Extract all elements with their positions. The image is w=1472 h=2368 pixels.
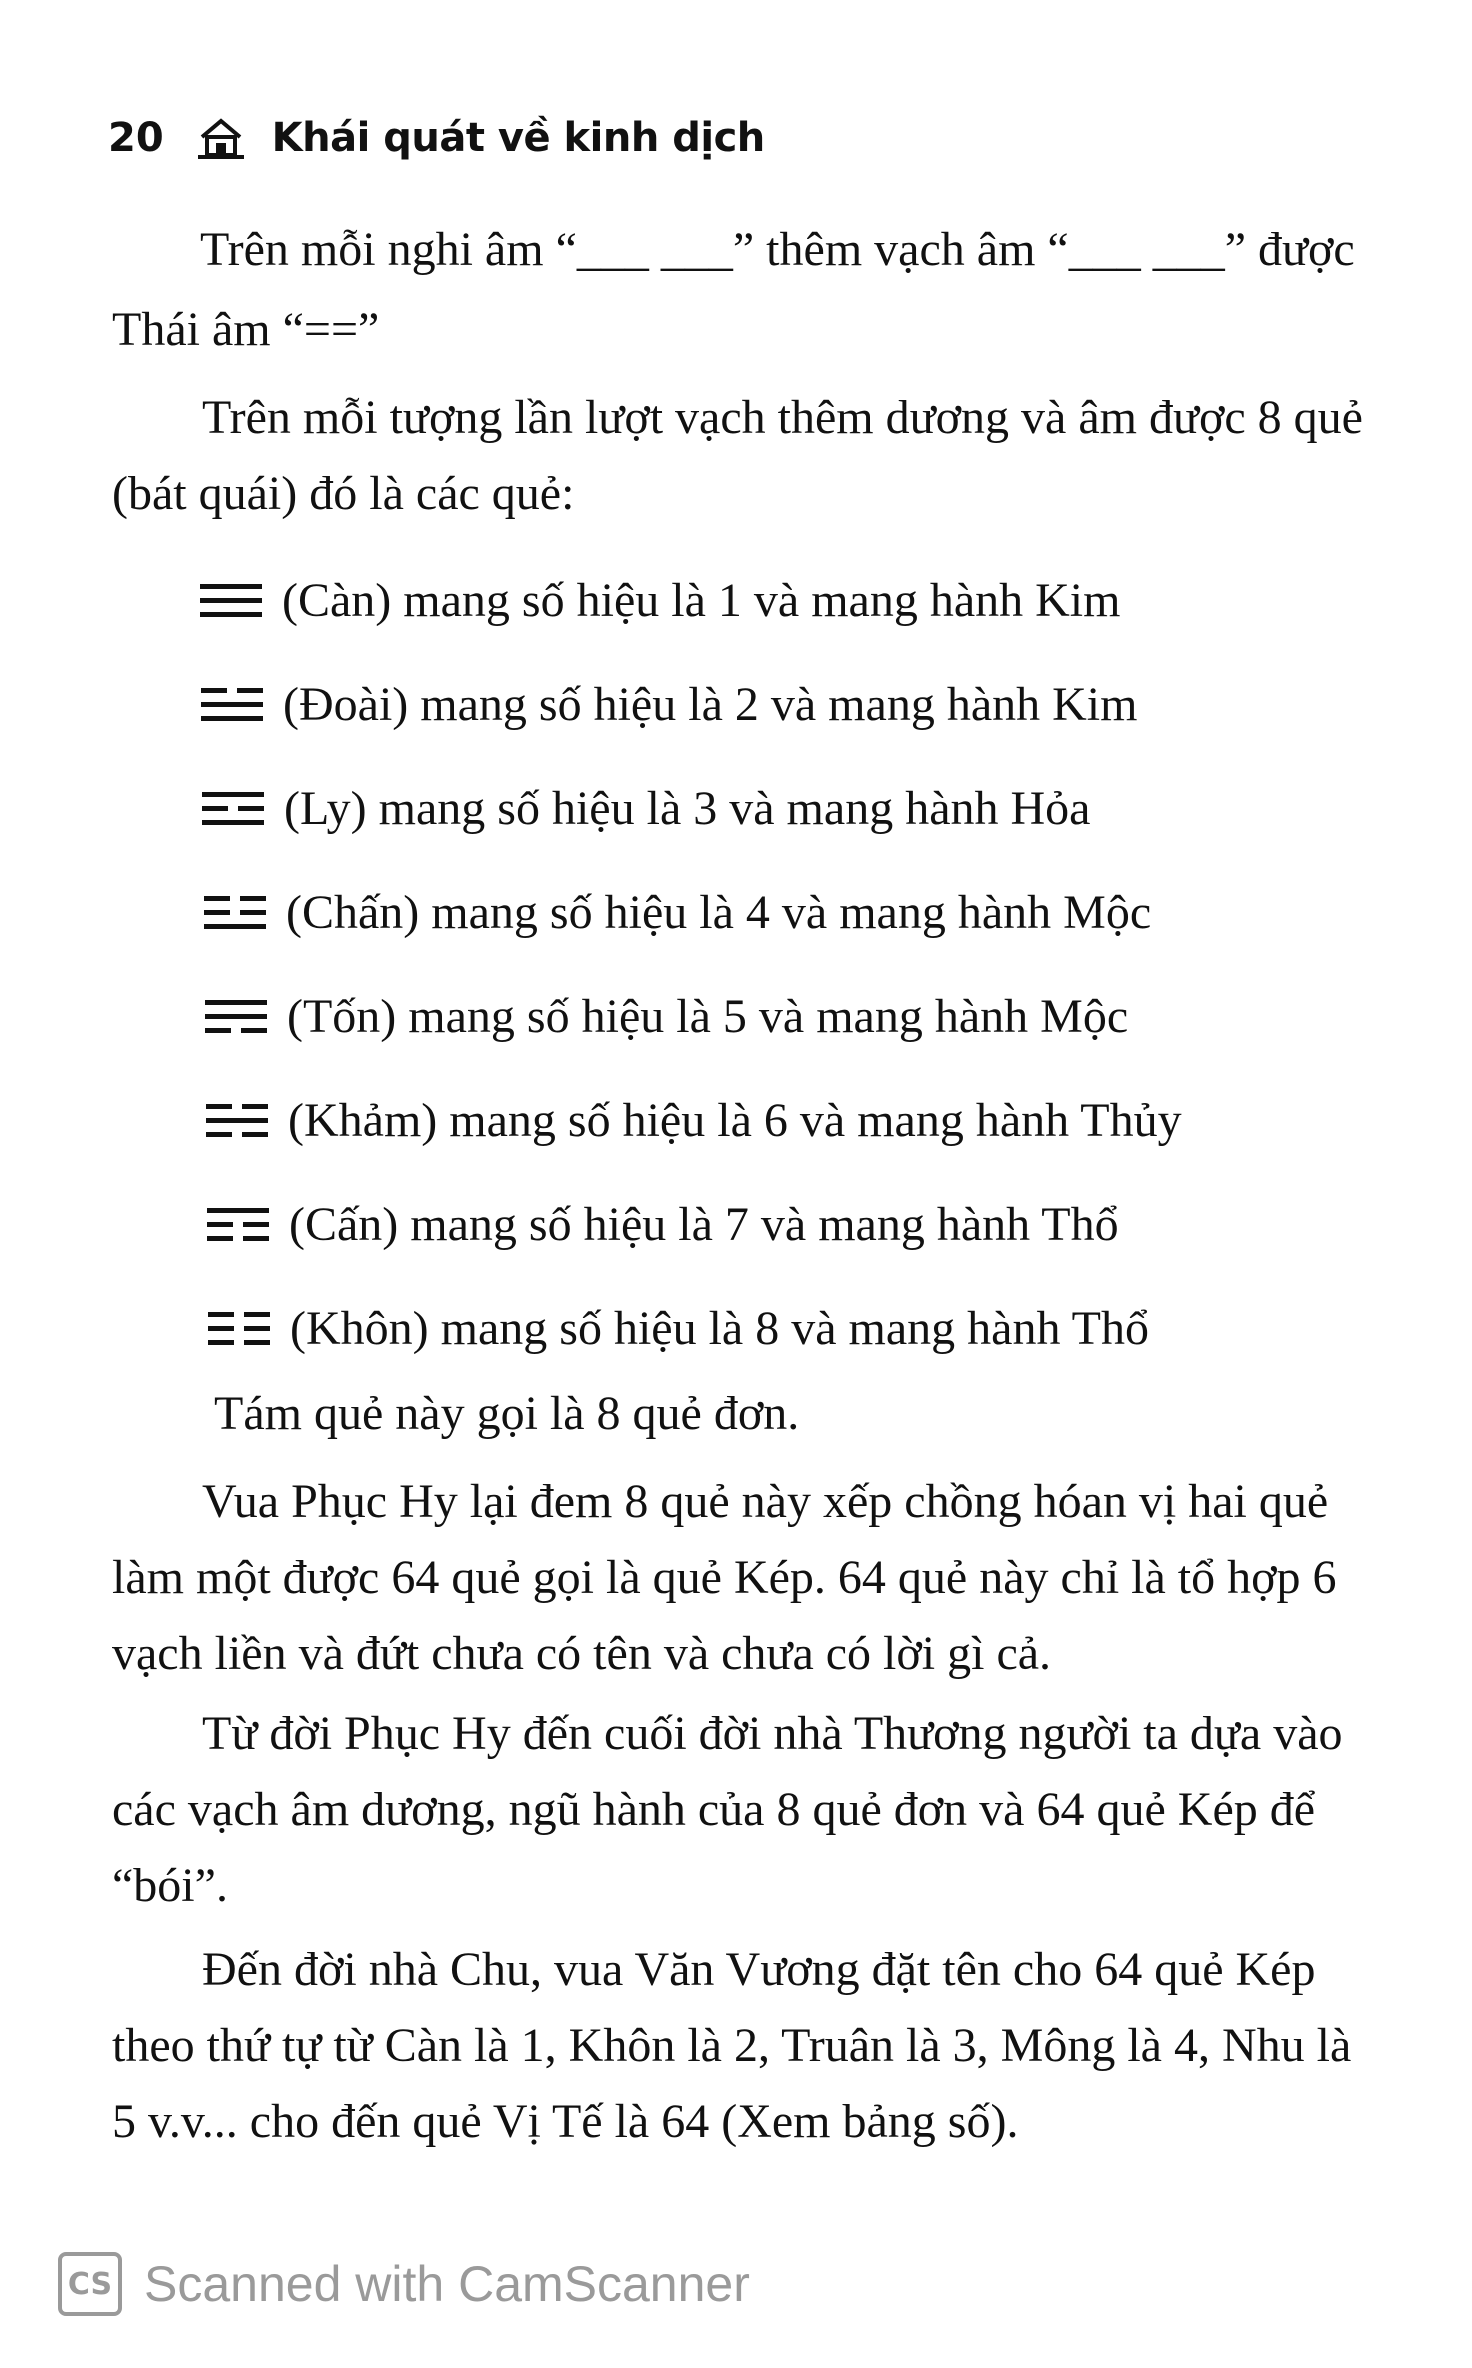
yin-line-segment (243, 1222, 269, 1227)
yin-line-segment (208, 1312, 234, 1317)
yin-line-segment (201, 688, 227, 693)
trigram-symbol-icon (204, 892, 266, 932)
trigram-description: (Cấn) mang số hiệu là 7 và mang hành Thổ (289, 1197, 1119, 1251)
trigram-row (201, 666, 1137, 742)
trigram-description: (Ly) mang số hiệu là 3 và mang hành Hỏa (284, 781, 1091, 835)
trigram-symbol-icon (201, 684, 263, 724)
trigram-symbol-icon (207, 1204, 269, 1244)
yang-line (201, 702, 263, 707)
yang-line (205, 1014, 267, 1019)
trigram-description: (Đoài) mang số hiệu là 2 và mang hành Kim (283, 677, 1138, 731)
paragraph-1-line-1: Trên mỗi nghi âm “___ ___” thêm vạch âm “___ ___” được (200, 223, 1355, 276)
trigram-symbol-icon (206, 1100, 268, 1140)
yin-line-segment (202, 806, 228, 811)
yin-line-segment (206, 1132, 232, 1137)
trigram-row (207, 1186, 1119, 1262)
yin-line-segment (208, 1340, 234, 1345)
trigram-row (208, 1290, 1149, 1366)
yin-line-segment (244, 1340, 270, 1345)
paragraph-5: Đến đời nhà Chu, vua Văn Vương đặt tên cho 64 quẻ Kép theo thứ tự từ Càn là 1, Khôn là 2, Truân là 3, Mông là 4, Nhu là 5 v.v... cho đến quẻ Vị Tế là 64 (Xem bảng số). (112, 1943, 1352, 2148)
page-header (108, 108, 765, 168)
page-number: 20 (108, 115, 164, 161)
yang-line (201, 716, 263, 721)
yin-line-segment (244, 1326, 270, 1331)
closing-line: Tám quẻ này gọi là 8 quẻ đơn. (214, 1387, 800, 1440)
yin-line-segment (242, 1132, 268, 1137)
scanner-watermark (58, 2252, 750, 2316)
yin-line-segment (237, 688, 263, 693)
yin-line-segment (204, 896, 230, 901)
yin-line-segment (208, 1326, 234, 1331)
yang-line (206, 1118, 268, 1123)
yang-line (204, 924, 266, 929)
yang-line (202, 820, 264, 825)
trigram-symbol-icon (202, 788, 264, 828)
paragraph-4: Từ đời Phục Hy đến cuối đời nhà Thương người ta dựa vào các vạch âm dương, ngũ hành của 8 quẻ đơn và 64 quẻ Kép để “bói”. (112, 1707, 1343, 1912)
paragraph-2: Trên mỗi tượng lần lượt vạch thêm dương và âm được 8 quẻ (bát quái) đó là các quẻ: (112, 391, 1363, 520)
yin-line-segment (205, 1028, 231, 1033)
yin-line-segment (240, 896, 266, 901)
yang-line (200, 584, 262, 589)
yin-line-segment (204, 910, 230, 915)
watermark-text: Scanned with CamScanner (144, 2256, 750, 2312)
yang-line (207, 1208, 269, 1213)
yin-line-segment (238, 806, 264, 811)
trigram-row (200, 562, 1120, 638)
paragraph-1-line-2: Thái âm “==” (112, 303, 380, 356)
yang-line (202, 792, 264, 797)
yang-line (205, 1000, 267, 1005)
trigram-description: (Chấn) mang số hiệu là 4 và mang hành Mộc (286, 885, 1152, 939)
yin-line-segment (242, 1104, 268, 1109)
trigram-row (206, 1082, 1182, 1158)
trigram-description: (Càn) mang số hiệu là 1 và mang hành Kim (282, 573, 1121, 627)
trigram-description: (Khảm) mang số hiệu là 6 và mang hành Thủy (288, 1093, 1182, 1147)
trigram-description: (Khôn) mang số hiệu là 8 và mang hành Thổ (290, 1301, 1149, 1355)
trigram-description: (Tốn) mang số hiệu là 5 và mang hành Mộc (287, 989, 1129, 1043)
yin-line-segment (240, 910, 266, 915)
camscanner-logo: CS (58, 2252, 122, 2316)
yang-line (200, 598, 262, 603)
yin-line-segment (207, 1222, 233, 1227)
trigram-row (204, 874, 1151, 950)
trigram-symbol-icon (205, 996, 267, 1036)
yin-line-segment (241, 1028, 267, 1033)
yin-line-segment (206, 1104, 232, 1109)
trigram-row (205, 978, 1128, 1054)
yin-line-segment (207, 1236, 233, 1241)
trigram-symbol-icon (200, 580, 262, 620)
paragraph-3: Vua Phục Hy lại đem 8 quẻ này xếp chồng hóan vị hai quẻ làm một được 64 quẻ gọi là quẻ Kép. 64 quẻ này chỉ là tổ hợp 6 vạch liền và đứt chưa có tên và chưa có lời gì cả. (112, 1475, 1337, 1680)
house-book-icon (196, 115, 246, 161)
yang-line (200, 612, 262, 617)
trigram-row (202, 770, 1090, 846)
yin-line-segment (243, 1236, 269, 1241)
trigram-symbol-icon (208, 1308, 270, 1348)
yin-line-segment (244, 1312, 270, 1317)
header-title: Khái quát về kinh dịch (271, 115, 765, 161)
